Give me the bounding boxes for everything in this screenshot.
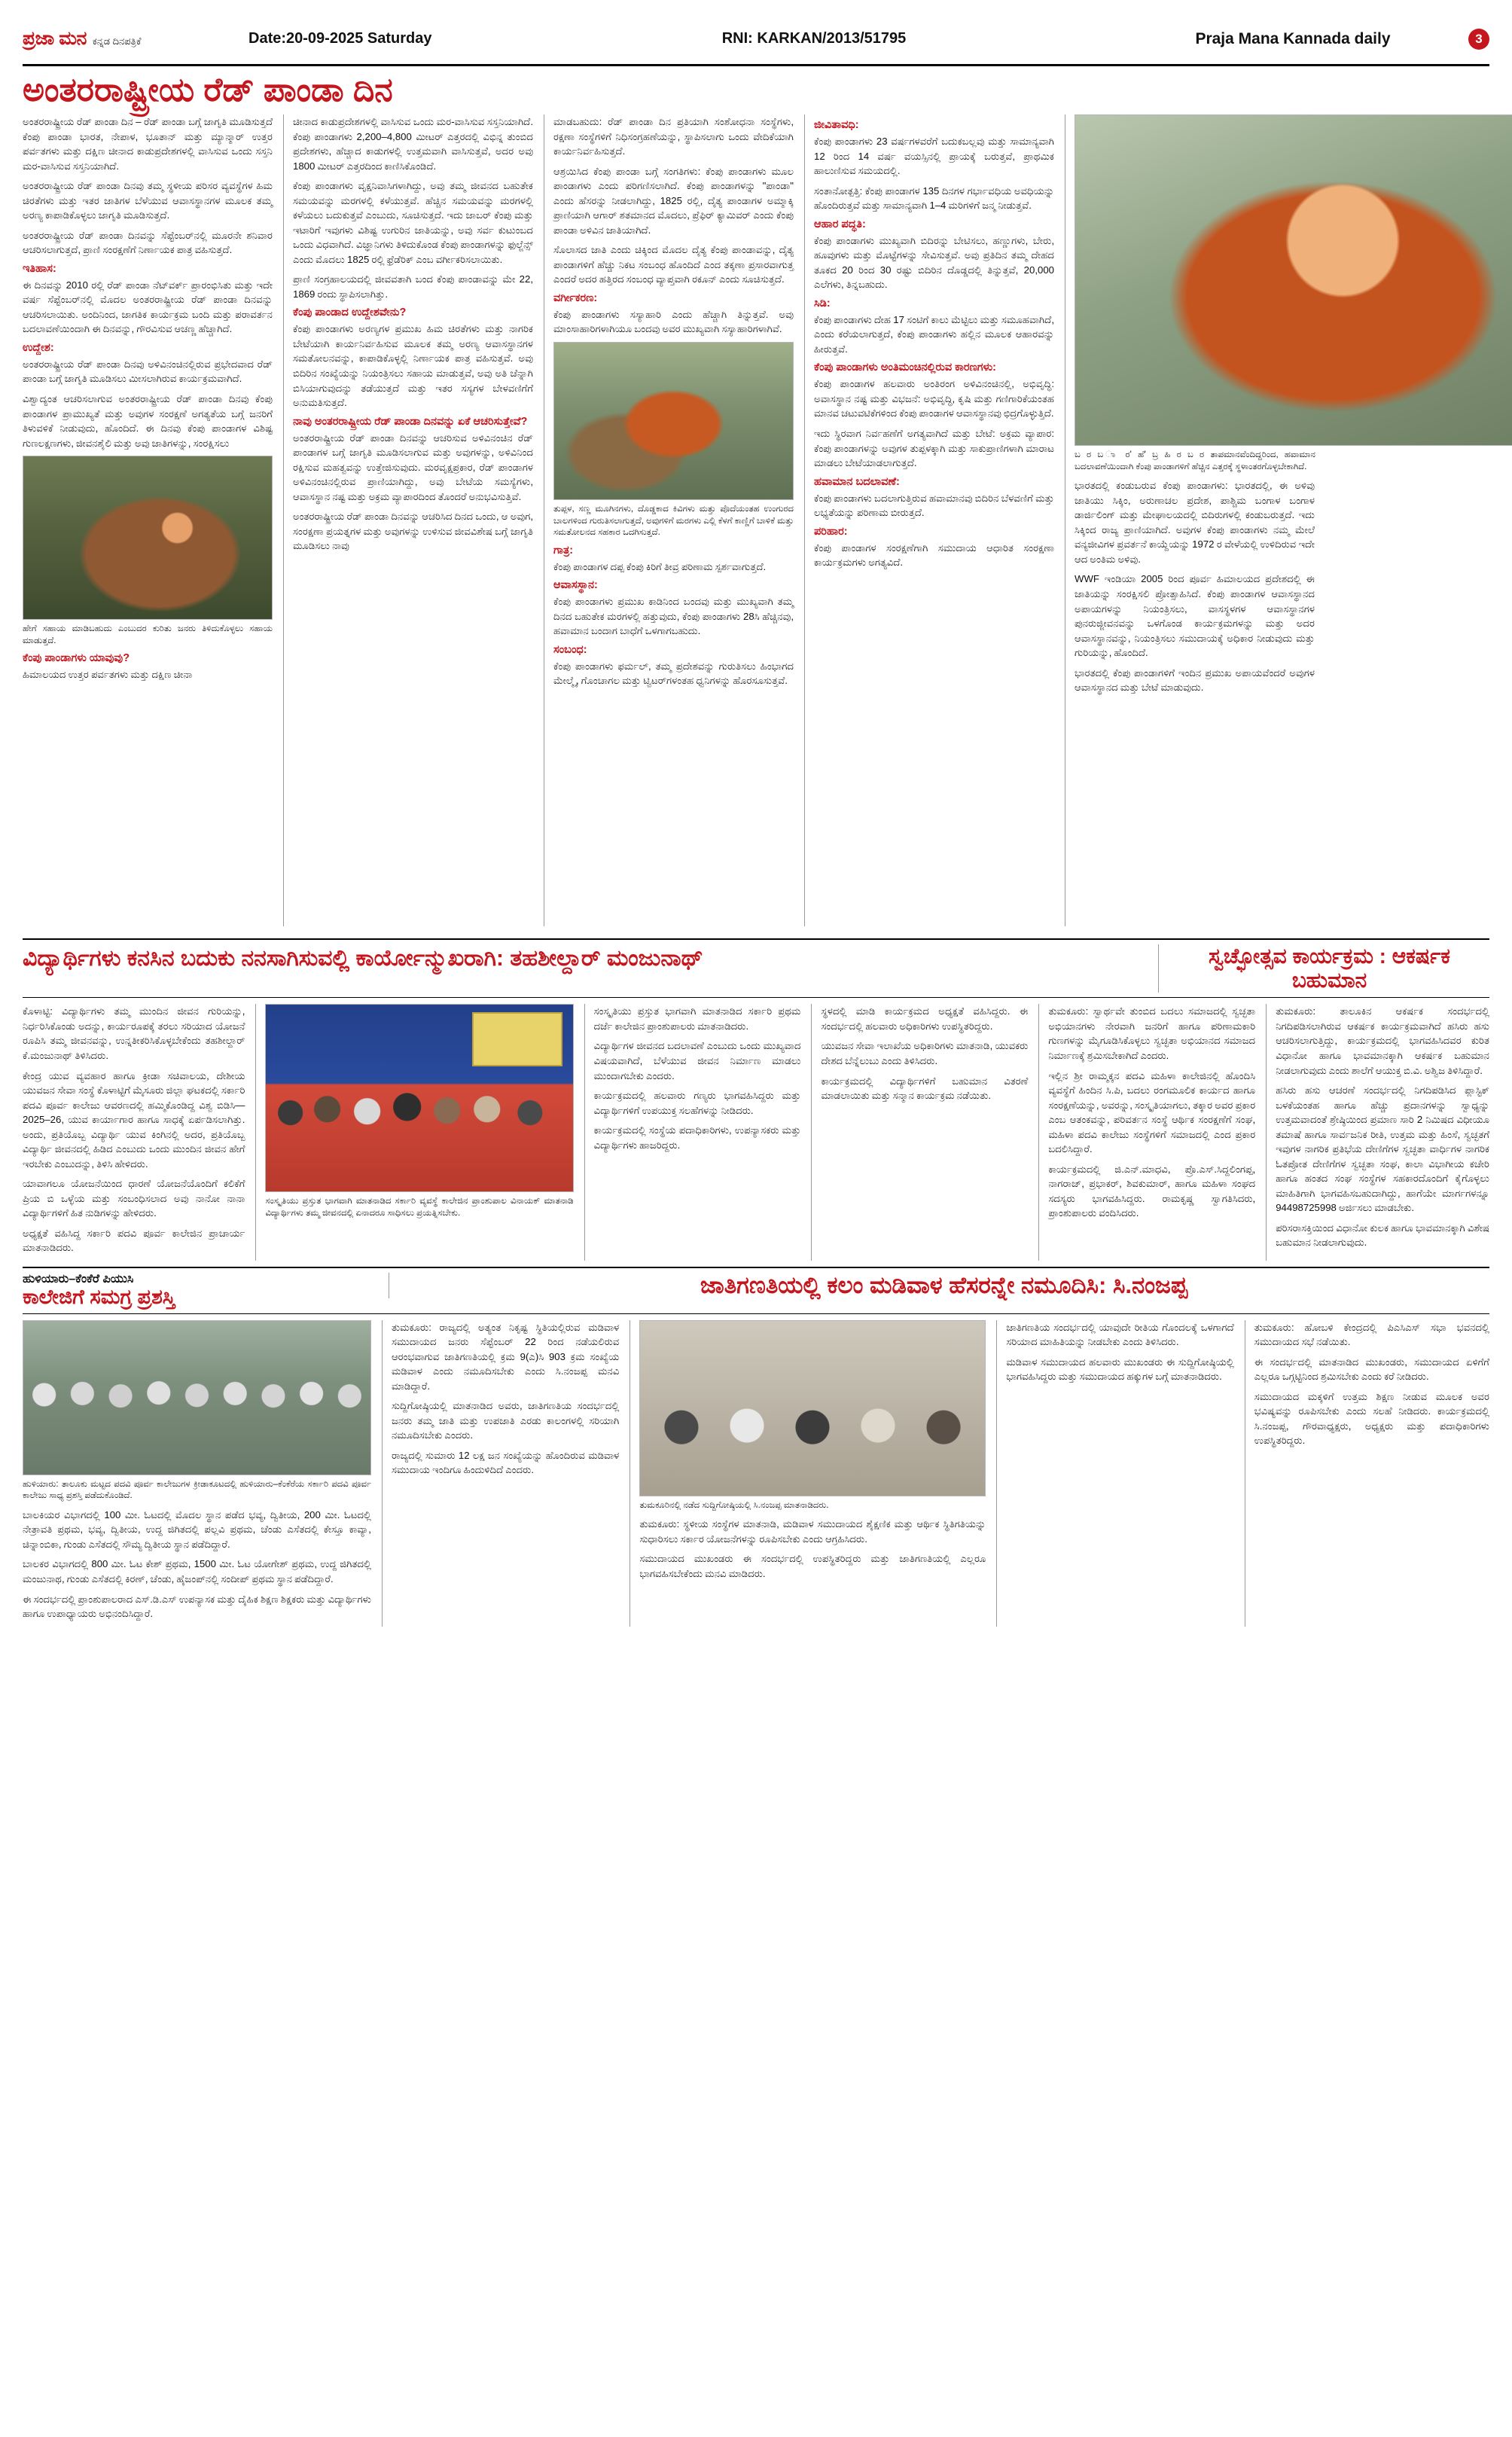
paragraph: ಚೀನಾದ ಕಾಡುಪ್ರದೇಶಗಳಲ್ಲಿ ವಾಸಿಸುವ ಒಂದು ಮರ-ವಾಸಿಸುವ ಸಸ್ತನಿಯಾಗಿದೆ. ಕೆಂಪು ಪಾಂಡಾಗಳು 2,200–4,800 ಮೀಟರ್ ಎತ್ತರದಲ್ಲಿ ವಿಭಿನ್ನ ತುಂಬಿದ ಪ್ರದೇಶಗಳು, ಹೆಚ್ಚಾದ ಕಾಡುಗಳಲ್ಲಿ ಉತ್ತಮವಾಗಿ ವಾಸಿಸುತ್ತವೆ, ಅದರ ಅವು 1800 ಮೀಟರ್ ಎತ್ತರದಿಂದ ಕಾಣಿಸಿಕೊಂಡಿದೆ. bbox=[293, 116, 533, 172]
event-banner bbox=[472, 1012, 562, 1066]
article3-left-headline: ಕಾಲೇಜಿಗೆ ಸಮಗ್ರ ಪ್ರಶಸ್ತಿ bbox=[23, 1285, 175, 1308]
paragraph: ಕೆಂಪು ಪಾಂಡಾಗಳು ಫರ್ಮಲ್, ತಮ್ಮ ಪ್ರದೇಶವನ್ನು ಗುರುತಿಸಲು ಹಿಂಭಾಗದ ಮೇಲ್ಮೈ, ಗೊಂಚಾಗಲ ಮತ್ತು ಟ್ವಿಟರ್‌ಗಳಂತಹ ಧ್ವನಿಗಳನ್ನು ಹೊರಸೂಸುತ್ತವೆ. bbox=[553, 660, 794, 687]
paragraph: ಕೆಂಪು ಪಾಂಡಾಗಳು ಸಸ್ಯಾಹಾರಿ ಎಂದು ಹೆಚ್ಚಾಗಿ ತಿನ್ನುತ್ತವೆ. ಅವು ಮಾಂಸಾಹಾರಿಗಳಾಗಿಯೂ ಬಂದವು ಅವರ ಮುಖ್ಯವಾಗಿ ಸಸ್ಯಾಹಾರಿಗಳಾಗಿವೆ. bbox=[553, 308, 794, 335]
paragraph: ಕಾರ್ಯಕ್ರಮದಲ್ಲಿ ಜಿ.ಎನ್.ಮಾಧವಿ, ಪ್ರೊ.ಎಸ್.ಸಿದ್ದಲಿಂಗಪ್ಪ, ನಾಗರಾಜ್, ಪ್ರಭಾಕರ್, ಶಿವಕುಮಾರ್, ಹಾಗೂ ಮಹಿಳಾ ಸಂಘದ ಸದಸ್ಯರು ಭಾಗವಹಿಸಿದ್ದರು. ರಾಮಕೃಷ್ಣ ಸ್ವಾಗತಿಸಿದರು, ಪ್ರಾಂಶುಪಾಲರು ವಂದಿಸಿದರು. bbox=[1048, 1163, 1256, 1219]
article3-main-headline: ಜಾತಿಗಣತಿಯಲ್ಲಿ ಕಲಂ ಮಡಿವಾಳ ಹೆಸರನ್ನೇ ನಮೂದಿಸಿ: ಸಿ.ನಂಜಪ್ಪ bbox=[389, 1273, 1489, 1298]
subhead-history: ಇತಿಹಾಸ: bbox=[23, 262, 56, 275]
article2-column-4 bbox=[1038, 1004, 1255, 1261]
publication-date: Date:20-09-2025 Saturday bbox=[248, 30, 432, 47]
paragraph: ಸುದ್ದಿಗೋಷ್ಠಿಯಲ್ಲಿ ಮಾತನಾಡಿದ ಅವರು, ಜಾತಿಗಣತಿಯ ಸಂದರ್ಭದಲ್ಲಿ ಜನರು ತಮ್ಮ ಜಾತಿ ಮತ್ತು ಉಪಜಾತಿ ಎರಡು ಕಾಲಂಗಳಲ್ಲಿ ಸರಿಯಾಗಿ ನಮೂದಿಸಬೇಕು ಎಂದರು. bbox=[391, 1400, 620, 1441]
page-number: 3 bbox=[1468, 29, 1489, 50]
paragraph: ಈ ಸಂದರ್ಭದಲ್ಲಿ ಪ್ರಾಂಶುಪಾಲರಾದ ಎಸ್.ಡಿ.ಎಸ್ ಉಪನ್ಯಾಸಕ ಮತ್ತು ದೈಹಿಕ ಶಿಕ್ಷಣ ಶಿಕ್ಷಕರು ಮತ್ತು ವಿದ್ಯಾರ್ಥಿಗಳು ಹಾಗೂ ಉಪಾಧ್ಯಾಯರು ಅಭಿನಂದಿಸಿದ್ದಾರೆ. bbox=[23, 1593, 371, 1620]
paragraph: ಸಮುದಾಯದ ಮುಖಂಡರು ಈ ಸಂದರ್ಭದಲ್ಲಿ ಉಪಸ್ಥಿತರಿದ್ದರು ಮತ್ತು ಜಾತಿಗಣತಿಯಲ್ಲಿ ಎಲ್ಲರೂ ಭಾಗವಹಿಸಬೇಕೆಂದು ಮನವಿ ಮಾಡಿದರು. bbox=[639, 1553, 986, 1579]
paragraph: ಅಂತರರಾಷ್ಟ್ರೀಯ ರೆಡ್ ಪಾಂಡಾ ದಿನವು ಅಳಿವಿನಂಚಿನಲ್ಲಿರುವ ಪ್ರಭೇದವಾದ ರೆಡ್ ಪಾಂಡಾ ಬಗ್ಗೆ ಜಾಗೃತಿ ಮೂಡಿಸಲು ಮೀಸಲಾಗಿರುವ ಕಾರ್ಯಕ್ರಮವಾಗಿದೆ. bbox=[23, 358, 273, 385]
paragraph: ಸಂಸ್ಕೃತಿಯು ಪ್ರಸ್ತುತ ಭಾಗವಾಗಿ ಮಾತನಾಡಿದ ಸರ್ಕಾರಿ ಪ್ರಥಮ ದರ್ಜೆ ಕಾಲೇಜಿನ ಪ್ರಾಂಶುಪಾಲರು ಮಾತನಾಡಿದರು. bbox=[593, 1005, 801, 1032]
paragraph: ಅಂತರರಾಷ್ಟ್ರೀಯ ರೆಡ್ ಪಾಂಡಾ ದಿನವು ತಮ್ಮ ಸ್ಥಳೀಯ ಪರಿಸರ ವ್ಯವಸ್ಥೆಗಳ ಹಿಮ ಚಿರತೆಗಳು ಮತ್ತು ಇತರ ಜಾತಿಗಳ ಬೆಳೆಯುವ ಆವಾಸಸ್ಥಾನಗಳ ಮೂಲಕ ತಮ್ಮ ಅರಣ್ಯ ಕಾಪಾಡಿಕೊಳ್ಳಲು ಜಾಗೃತಿ ಮೂಡಿಸುತ್ತದೆ. bbox=[23, 180, 273, 221]
rni-number: RNI: KARKAN/2013/51795 bbox=[721, 30, 907, 47]
paragraph: ಕೆಂಪು ಪಾಂಡಾಗಳು ಮುಖ್ಯವಾಗಿ ಬಿದಿರನ್ನು ಬೇಟಿಸಲು, ಹಣ್ಣುಗಳು, ಬೇರು, ಹೂವುಗಳು ಮತ್ತು ಮೊಟ್ಟೆಗಳನ್ನು ಸೇವಿಸುತ್ತವೆ. ಅವು ಪ್ರತಿದಿನ ತಮ್ಮ ದೇಹದ ತೂಕದ 20 ರಿಂದ 30 ರಷ್ಟು ಬಿದಿರಿನ ದೊಡ್ಡದಲ್ಲಿ ತಿನ್ನುತ್ತವೆ, 20,000 ಎಲೆಗಳು, ತಿನ್ನಬಹುದು. bbox=[814, 234, 1054, 291]
paragraph: ಅಂತರರಾಷ್ಟ್ರೀಯ ರೆಡ್ ಪಾಂಡಾ ದಿನವನ್ನು ಆಚರಿಸಿದ ದಿನದ ಒಂದು, ಆ ಅವುಗ, ಸಂರಕ್ಷಣಾ ಪ್ರಯತ್ನಗಳ ಮತ್ತು ಅವುಗಳನ್ನು ಉಳಿಸುವ ಜೀವವಿಶೇಷ ಬಗ್ಗೆ ಜಾಗೃತಿ ಮೂಡಿಸಲು ನಾವು bbox=[293, 511, 533, 552]
paragraph: ಆಶ್ರಯಿಸಿದ ಕೆಂಪು ಪಾಂಡಾ ಬಗ್ಗೆ ಸಂಗತಿಗಳು: ಕೆಂಪು ಪಾಂಡಾಗಳು ಮೂಲ ಪಾಂಡಾಗಳು ಎಂದು ಪರಿಗಣಿಸಲಾಗಿದೆ. ಕೆಂಪು ಪಾಂಡಾಗಳನ್ನು "ಪಾಂಡಾ" ಎಂದು ಹೆಸರನ್ನು ನೀಡಲಾಗಿದ್ದು, 1825 ರಲ್ಲಿ, ದೈತ್ಯ ಪಾಂಡಾಗಳ ಅಮ್ಮಾಕ್ಕಿ ಪ್ರಾಣಿಯಾಗಿ ಆಗಾರ್ ಶತಮಾನದ ಮೊದಲು, ಪ್ರೆಫಿರ್ ಕ್ಯಾಮಿವರ್ ಎಂದು ಕೆಂಪು ಪಾಂಡಾ ಅಳಿವಿನ ಜಾತಿಯಾಗಿದೆ. bbox=[553, 165, 794, 236]
college-group-photo bbox=[23, 1320, 371, 1475]
paragraph: ತುಮಕೂರು: ಹೋಬಳಿ ಕೇಂದ್ರದಲ್ಲಿ ಪಿಎಸಿಎಸ್ ಸಭಾ ಭವನದಲ್ಲಿ ಸಮುದಾಯದ ಸಭೆ ನಡೆಯಿತು. bbox=[1254, 1321, 1489, 1348]
subhead-what-are: ಕೆಂಪು ಪಾಂಡಾಗಳು ಯಾವುವು? bbox=[23, 652, 130, 665]
paragraph: ಹಿಮಾಲಯದ ಉತ್ತರ ಪರ್ವತಗಳು ಮತ್ತು ದಕ್ಷಿಣ ಚೀನಾ bbox=[23, 669, 193, 681]
article3-column-2 bbox=[382, 1320, 619, 1627]
red-panda-photo-1 bbox=[23, 456, 273, 620]
photo3-caption: ಬ ರ ಬ ಾ ರ' ಹೆ' ಬ್ರ ಹಿ ರ ಬ ರ ತಾಪಮಾನವೆಂದಿದ್ದರಿಂದ, ಹವಾಮಾನ ಬದಲಾವಣೆಯಿಂದಾಗಿ ಕೆಂಪು ಪಾಂಡಾಗಳಿಗೆ ಹೆಚ್ಚಿನ ಎತ್ತರಕ್ಕೆ ಸ್ಥಳಾಂತರಗೊಳ್ಳಬೇಕಾಗಿದೆ. bbox=[1075, 450, 1315, 471]
article2-photo-caption: ಸಂಸ್ಕೃತಿಯು ಪ್ರಸ್ತುತ ಭಾಗವಾಗಿ ಮಾತನಾಡಿದ ಸರ್ಕಾರಿ ವ್ಯವಸ್ಥೆ ಕಾಲೇಜಿನ ಪ್ರಾಂಶುಪಾಲ ವಿನಾಯಕ್ ಮಾತನಾಡಿ ವಿದ್ಯಾರ್ಥಿಗಳು ತಮ್ಮ ಜೀವನದಲ್ಲಿ ಏನಾದರೂ ಸಾಧಿಸಲು ಪ್ರಯತ್ನಿಸಬೇಕು. bbox=[265, 1196, 574, 1218]
paragraph: ಕಾರ್ಯಕ್ರಮದಲ್ಲಿ ವಿದ್ಯಾರ್ಥಿಗಳಿಗೆ ಬಹುಮಾನ ವಿತರಣೆ ಮಾಡಲಾಯಿತು ಮತ್ತು ಸನ್ಮಾನ ಕಾರ್ಯಕ್ರಮ ನಡೆಯಿತು. bbox=[821, 1075, 1029, 1102]
paragraph: ಹಸಿರು ಹಸು ಆಚರಣೆ ಸಂದರ್ಭದಲ್ಲಿ ನಿಗದಿಪಡಿಸಿದ ಪ್ಲಾಸ್ಟಿಕ್ ಬಳಕೆಯಂತಹ ಹಾಗೂ ಹೆಚ್ಚು ಪ್ರದಾನಗಳನ್ನು ಸ್ವಾಧ್ಯನ್ನು ಉತ್ತಮವಾದಂತೆ ಶ್ರೇಷ್ಠಿಯಿಂದ ಪ್ರಮಾಣ ಸಾರಿ 2 ನಿಮಿಷದ ವಿಧೀಯೂ ತಮಾಷೆ ಹಾಗೂ ಸಾರ್ವಜನಿಕ ರೀತಿ, ಉತ್ತಮ ಮತ್ತು ಹಿಂಸೆ, ಸ್ವಚ್ಛತಗೆ ಇವುಗಳ ನಾಗರಿಕ ಪ್ರತಿಭೆಯ ದೇಣಿಗೆಗಳ ಸ್ವಚ್ಛತಾ ವಾರ್ಧಿಗಳ ನಾಗರಿಕ ಓತಪ್ರೋತ ದೇಣಿಗೆಗಳ ಸ್ವಚ್ಛತಾ ಸಂಘ, ಕಾಲಾ ವಿಭಾಗೀಯ ಕಚೇರಿ ಹಾಗೂ ಹಂತದ ಸಂಘ ಸಂಸ್ಥೆಗಳ ಸಹಕಾರದೊಂದಿಗೆ ಕೈಗೊಳ್ಳಲು ಮಾಹಿತಿಗಾಗಿ ಭಾಗವಹಿಸಬಹುದಾಗಿದ್ದು, ಹಾಗೆಯೇ ಮಾರ್ಗಗಳನ್ನೂ 94498725998 ಅರ್ಜಿಸಲು ಮಾಡಬೇಕು. bbox=[1276, 1084, 1489, 1214]
subhead-relation: ಸಂಬಂಧ: bbox=[553, 643, 587, 656]
subhead-lifespan: ಜೀವಿತಾವಧಿ: bbox=[814, 119, 859, 131]
article-red-panda bbox=[23, 74, 1489, 932]
subhead-size: ಗಾತ್ರ: bbox=[553, 544, 574, 557]
photo2-caption: ತುಪ್ಪಳ, ಸಣ್ಣ ಮೂಗಿನಗಳು, ದೊಡ್ಡಕಾದ ಕಿವಿಗಳು ಮತ್ತು ಪೊದೆಯಂತಹ ಉಂಗುರದ ಬಾಲಗಳಿಂದ ಗುರುತಿಸಲಾಗುತ್ತದೆ, ಅವುಗಳಿಗೆ ಮರಗಳು ಎಲ್ಲಿ ಕೆಳಗೆ ಕಾಣ್ಣಿಗೆ ಬಾಳಿಕೆ ಮತ್ತು ಸಮತೋಲನದ ಸಹಕಾರ ಒದಗಿಸುತ್ತದೆ. bbox=[553, 503, 794, 538]
paragraph: ಕೊಳಾಟ್ಟಿ: ವಿದ್ಯಾರ್ಥಿಗಳು ತಮ್ಮ ಮುಂದಿನ ಜೀವನ ಗುರಿಯನ್ನು, ನಿರ್ಧರಿಸಿಕೊಂಡು ಅದನ್ನು, ಕಾರ್ಯರೂಪಕ್ಕೆ ತರಲು ಸರಿಯಾದ ಯೋಜನೆ ರೂಪಿಸಿ ತಮ್ಮ ಜೀವನವನ್ನು, ಉನ್ನತೀಕರಿಸಿಕೊಳ್ಳಬೇಕೆಂದು ತಹಶೀಲ್ದಾರ್ ಕೆ.ಮಂಜುನಾಥ್ ತಿಳಿಸಿದರು. bbox=[23, 1005, 245, 1061]
paragraph: ಕೆಂಪು ಪಾಂಡಾಗಳು ದೇಹ 17 ಸಂಟಿಗೆ ಕಾಲು ಮೆಟ್ಟಿಲು ಮತ್ತು ಸಮೂಹವಾಗಿದೆ, ಎಂದು ಕರೆಯಲಾಗುತ್ತದೆ, ಕೆಂಪು ಪಾಂಡಾಗಳು ಹಲ್ಲಿನ ಮೂಲಕ ಆಹಾರವನ್ನು ಹೀರುತ್ತವೆ. bbox=[814, 313, 1054, 355]
paragraph: ಸ್ಥಳದಲ್ಲಿ ಮಾಡಿ ಕಾರ್ಯಕ್ರಮದ ಅಧ್ಯಕ್ಷತೆ ವಹಿಸಿದ್ದರು. ಈ ಸಂದರ್ಭದಲ್ಲಿ ಹಲವಾರು ಅಧಿಕಾರಿಗಳು ಉಪಸ್ಥಿತರಿದ್ದರು. bbox=[821, 1005, 1029, 1032]
article3-left-caption: ಹುಳಿಯಾರು: ತಾಲೂಕು ಮಟ್ಟದ ಪದವಿ ಪೂರ್ವ ಕಾಲೇಜುಗಳ ಕ್ರೀಡಾಕೂಟದಲ್ಲಿ ಹುಳಿಯಾರು–ಕೆಂಕೆರೆಯ ಸರ್ಕಾರಿ ಪದವಿ ಪೂರ್ವ ಕಾಲೇಜು ಸಾಧ್ಯ ಪ್ರಶಸ್ತಿ ಪಡೆದುಕೊಂಡಿದೆ. bbox=[23, 1478, 371, 1501]
paragraph: ಸಮುದಾಯದ ಮಕ್ಕಳಿಗೆ ಉತ್ತಮ ಶಿಕ್ಷಣ ನೀಡುವ ಮೂಲಕ ಅವರ ಭವಿಷ್ಯವನ್ನು ರೂಪಿಸಬೇಕು ಎಂದು ಸಲಹೆ ನೀಡಿದರು. ಕಾರ್ಯಕ್ರಮದಲ್ಲಿ ಸಿ.ನಂಜಪ್ಪ, ಗೌರವಾಧ್ಯಕ್ಷರು, ಅಧ್ಯಕ್ಷರು ಮತ್ತು ಪದಾಧಿಕಾರಿಗಳು ಉಪಸ್ಥಿತರಿದ್ದರು. bbox=[1254, 1390, 1489, 1447]
subhead-solution: ಪರಿಹಾರ: bbox=[814, 525, 848, 538]
newspaper-logo bbox=[23, 28, 248, 50]
paragraph: ಪ್ರಾಣಿ ಸಂಗ್ರಹಾಲಯದಲ್ಲಿ ಜೀವವತಾಗಿ ಬಂದ ಕೆಂಪು ಪಾಂಡಾವನ್ನು ಮೇ 22, 1869 ರಂದು ಸ್ಥಾಪಿಸಲಾಗಿತ್ತು. bbox=[293, 273, 533, 300]
paragraph: ಕೇಂದ್ರ ಯುವ ವ್ಯವಹಾರ ಹಾಗೂ ಕ್ರೀಡಾ ಸಚಿವಾಲಯ, ದೇಶೀಯ ಯುವಜನ ಸೇವಾ ಸಂಸ್ಥೆ ಕೊಳಾಟ್ಟಿಗೆ ಮೈಸೂರು ಜಿಲ್ಲಾ ಘಟಕದಲ್ಲಿ ಸರ್ಕಾರಿ ಪದವಿ ಪೂರ್ವ ಕಾಲೇಜು ಆವರಣದಲ್ಲಿ ಹಮ್ಮಿಕೊಂಡಿದ್ದ ವಿಶ್ವ ಬಿಡಿಸಿ—2025–26, ಯುವ ಕಾರ್ಯಾಗಾರ ಹಾಗೂ ಸಾಧಕ್ಕೆ ಏರ್ಪಡಿಸಲಾಗಿತ್ತು. ಅಂದು, ಪ್ರತಿಯೊಬ್ಬ ವಿದ್ಯಾರ್ಥಿ ಯುವ ಕಿಂಗಿನಲ್ಲಿ ಅದರ, ಪ್ರತಿಯೊಬ್ಬ ವಿದ್ಯಾರ್ಥಿ ಜೀವನದಲ್ಲಿ ಹಿಡಿದ ಎಂಬುದು ಒಂದು ಮುಂದಿನ ಜೀವನ ಹೇಗೆ ಇರಬೇಕು ಎಂಬುದನ್ನು, ತಿಳಿಸಿ ಹೇಳಿದರು. bbox=[23, 1069, 245, 1170]
paragraph: ಕೆಂಪು ಪಾಂಡಾಗಳು ಪ್ರಮುಖ ಕಾಡಿನಿಂದ ಬಂದವು ಮತ್ತು ಮುಖ್ಯವಾಗಿ ತಮ್ಮ ದಿನದ ಬಹುತೇಕ ಮರಗಳಲ್ಲಿ ಹತ್ತುವುದು, ಕೆಂಪು ಪಾಂಡಾಗಳು 28ಸಿ ಹೆಚ್ಚಿನವು, ಹವಾಮಾನ ಬಂದಾಗ ಬಾಧೆಗೆ ಒಳಗಾಗಬಹುದು. bbox=[553, 596, 794, 637]
paragraph: ತುಮಕೂರು: ಸ್ವಾರ್ಥವೇ ತುಂಬಿದ ಬದಲು ಸಮಾಜದಲ್ಲಿ ಸ್ವಚ್ಛತಾ ಅಭಿಯಾನಗಳು ನೇರವಾಗಿ ಜನರಿಗೆ ಹಾಗೂ ಪರಿಣಾಮಕಾರಿ ಗುಣಗಳನ್ನು ಮೈಗೂಡಿಸಿಕೊಳ್ಳಲು ಸ್ವಚ್ಛತಾ ಅಭಿಯಾನದ ಸಮಾಜದ ನಿರ್ಮಾಣಕ್ಕೆ ಶ್ರಮಿಸಬೇಕಾಗಿದೆ ಎಂದರು. bbox=[1048, 1005, 1256, 1061]
red-panda-photo-3 bbox=[1075, 114, 1512, 446]
article2-column-5 bbox=[1266, 1004, 1489, 1261]
subhead-habitat: ಆವಾಸಸ್ಥಾನ: bbox=[553, 579, 598, 592]
section-divider-1 bbox=[23, 938, 1489, 940]
subhead-count: ಸಿಡಿ: bbox=[814, 297, 831, 310]
article3-column-4 bbox=[996, 1320, 1233, 1627]
meeting-photo bbox=[265, 1004, 573, 1192]
press-meet-photo bbox=[639, 1320, 986, 1496]
paragraph: ರಾಜ್ಯದಲ್ಲಿ ಸುಮಾರು 12 ಲಕ್ಷ ಜನ ಸಂಖ್ಯೆಯನ್ನು ಹೊಂದಿರುವ ಮಡಿವಾಳ ಸಮುದಾಯ ಇಂದಿಗೂ ಹಿಂದುಳಿದಿದೆ ಎಂದರು. bbox=[391, 1449, 620, 1476]
article3-photo-column bbox=[629, 1320, 986, 1627]
subhead-question-1: ಕೆಂಪು ಪಾಂಡಾದ ಉದ್ದೇಶವೇನು? bbox=[293, 307, 407, 319]
article1-column-5 bbox=[1065, 114, 1315, 926]
paragraph: ತುಮಕೂರು: ರಾಜ್ಯದಲ್ಲಿ ಅತ್ಯಂತ ನಿಕೃಷ್ಟ ಸ್ಥಿತಿಯಲ್ಲಿರುವ ಮಡಿವಾಳ ಸಮುದಾಯದ ಜನರು ಸೆಪ್ಟೆಂಬರ್ 22 ರಿಂದ ನಡೆಯಲಿರುವ ಆರಂಭವಾಗುವ ಜಾತಿಗಣತಿಯಲ್ಲಿ ಕ್ರಮ 9(ಎ)ಸಿ 903 ಕ್ರಮ ಸಂಖ್ಯೆಯ ಮಡಿವಾಳ ಎಂದು ನಮೂದಿಸಬೇಕು ಎಂದು ಸಿ.ನಂಜಪ್ಪ ಮನವಿ ಮಾಡಿದ್ದಾರೆ. bbox=[391, 1321, 620, 1392]
paragraph: ಸಂತಾನೋತ್ಪತ್ತಿ: ಕೆಂಪು ಪಾಂಡಾಗಳ 135 ದಿನಗಳ ಗರ್ಭಾವಧಿಯ ಅವಧಿಯನ್ನು ಹೊಂದಿರುತ್ತವೆ ಮತ್ತು ಸಾಮಾನ್ಯವಾಗಿ 1–4 ಮರಿಗಳಿಗೆ ಜನ್ಮ ನೀಡುತ್ತವೆ. bbox=[814, 185, 1054, 212]
page-number-wrap bbox=[1455, 29, 1489, 50]
article1-headline: ಅಂತರರಾಷ್ಟ್ರೀಯ ರೆಡ್ ಪಾಂಡಾ ದಿನ bbox=[23, 72, 393, 108]
article1-column-2 bbox=[283, 114, 533, 926]
section-divider-2 bbox=[23, 1267, 1489, 1268]
paragraph: ಕಾರ್ಯಕ್ರಮದಲ್ಲಿ ಹಲವಾರು ಗಣ್ಯರು ಭಾಗವಹಿಸಿದ್ದರು ಮತ್ತು ವಿದ್ಯಾರ್ಥಿಗಳಿಗೆ ಉಪಯುಕ್ತ ಸಲಹೆಗಳನ್ನು ನೀಡಿದರು. bbox=[593, 1090, 801, 1116]
paragraph: ಈ ದಿನವನ್ನು 2010 ರಲ್ಲಿ ರೆಡ್ ಪಾಂಡಾ ನೆಟ್‌ವರ್ಕ್ ಪ್ರಾರಂಭಿಸಿತು ಮತ್ತು ಇದೇ ವರ್ಷ ಸೆಪ್ಟೆಂಬರ್‌ನಲ್ಲಿ ಮೊದಲ ಅಂತರರಾಷ್ಟ್ರೀಯ ರೆಡ್ ಪಾಂಡಾ ದಿನವನ್ನು ಆಚರಿಸಲಾಯಿತು. ಅಂದಿನಿಂದ, ಜಾಗತಿಕ ಕಾರ್ಯಕ್ರಮ ಬಂದಿ ಮತ್ತು ಪರಾವರ್ತನ ಬದಲಾವಣೆಯಿಂದಾಗಿ ಈ ದಿನವನ್ನು, ಗೌರವಿಸುವ ಆಚಣ್ಣ ಹೆಚ್ಚಾಗಿದೆ. bbox=[23, 279, 273, 335]
paragraph: ಜಾತಿಗಣತಿಯ ಸಂದರ್ಭದಲ್ಲಿ ಯಾವುದೇ ರೀತಿಯ ಗೊಂದಲಕ್ಕೆ ಒಳಗಾಗದೆ ಸರಿಯಾದ ಮಾಹಿತಿಯನ್ನು ನೀಡಬೇಕು ಎಂದು ತಿಳಿಸಿದರು. bbox=[1006, 1321, 1234, 1348]
meeting-attendees bbox=[266, 1069, 572, 1142]
article2-column-3 bbox=[811, 1004, 1028, 1261]
paragraph: ಯುವಜನ ಸೇವಾ ಇಲಾಖೆಯ ಅಧಿಕಾರಿಗಳು ಮಾತನಾಡಿ, ಯುವಕರು ದೇಶದ ಬೆನ್ನೆಲುಬು ಎಂದು ತಿಳಿಸಿದರು. bbox=[821, 1040, 1029, 1066]
paragraph: ಕೆಂಪು ಪಾಂಡಾಗಳು ಅರಣ್ಯಗಳ ಪ್ರಮುಖ ಹಿಮ ಚಿರತೆಗಳು ಮತ್ತು ನಾಗರಿಕ ಬೇಟೆಯಾಗಿ ಕಾರ್ಯನಿರ್ವಹಿಸುವ ಮೂಲಕ ತಮ್ಮ ಅರಣ್ಯ ಆವಾಸಸ್ಥಾನಗಳ ಸಮತೋಲನವನ್ನು, ಕಾಪಾಡಿಕೊಳ್ಳಲ್ಲಿ ನಿರ್ಣಾಯಕ ಪಾತ್ರ ವಹಿಸುತ್ತವೆ. ಅವು ಬಿದಿರಿನ ಸಂಖ್ಯೆಯನ್ನು ನಿಯಂತ್ರಿಸಲು ಸಹಾಯ ಮಾಡುತ್ತವೆ, ಅವು ಅತಿ ಚೆನ್ನಾಗಿ ಬಿಸಿಯಾಗುವುದನ್ನು ತಡೆಯುತ್ತದೆ ಮತ್ತು ಇತರ ಸಸ್ಯಗಳ ಬೇಳವಣಿಗೆಗೆ ಅನುಮತಿಸುತ್ತದೆ. bbox=[293, 323, 533, 409]
paragraph: ಅಂತರರಾಷ್ಟ್ರೀಯ ರೆಡ್ ಪಾಂಡಾ ದಿನವನ್ನು ಆಚರಿಸುವ ಅಳಿವಿನಂಚಿನ ರೆಡ್ ಪಾಂಡಾಗಳ ಬಗ್ಗೆ ಜಾಗೃತಿ ಮೂಡಿಸಲಾಗುವ ಮತ್ತು ಅವುಗಳನ್ನು, ಅಳಿವಿನಿಂದ ರಕ್ಷಿಸುವ ಮಹತ್ವವನ್ನು ಉತ್ತೇಜಿಸುವುದು. ಮರವೃಕ್ಷಪ್ರಕಾರ, ರೆಡ್ ಪಾಂಡಾಗಳ ಅಳಿವಿನಂಚಿನಲ್ಲಿರುವ ಪ್ರಾಣಿಯಾಗಿದ್ದು, ಅವು ಬೇಟೆಯ ಸಮಸ್ಯೆಗಳು, ಆವಾಸಸ್ಥಾನ ನಷ್ಟ ಮತ್ತು ಅಕ್ರಮ ವ್ಯಾಪಾರದಿಂದ ತೊಂದರೆ ಅನುಭವಿಸುತ್ತಿವೆ. bbox=[293, 432, 533, 502]
paragraph: ಅಂತರರಾಷ್ಟ್ರೀಯ ರೆಡ್ ಪಾಂಡಾ ದಿನ – ರೆಡ್ ಪಾಂಡಾ ಬಗ್ಗೆ ಜಾಗೃತಿ ಮೂಡಿಸುತ್ತದೆ ಕೆಂಪು ಪಾಂಡಾ ಭಾರತ, ನೇಪಾಳ, ಭೂತಾನ್ ಮತ್ತು ಮ್ಯಾನ್ಮಾರ್ ಉತ್ತರ ಪರ್ವತಗಳು ಮತ್ತು ದಕ್ಷಿಣ ಚೀನಾದ ಕಾಡುಪ್ರದೇಶಗಳಲ್ಲಿ ವಾಸಿಸುವ ಒಂದು ಸಸ್ತನಿ ಮರ-ವಾಸಿಸುವ ಸಸ್ತನಿಯಾಗಿದೆ. bbox=[23, 116, 273, 172]
paragraph: ಭಾರತದಲ್ಲಿ ಕೆಂಪು ಪಾಂಡಾಗಳಿಗೆ ಇಂದಿನ ಪ್ರಮುಖ ಅಪಾಯವೆಂದರೆ ಅವುಗಳ ಆವಾಸಸ್ಥಾನದ ಮತ್ತು ಬೇಟೆ ಮಾಡುವುದು. bbox=[1075, 666, 1315, 694]
article3-column-5 bbox=[1245, 1320, 1489, 1627]
article2-photo-column bbox=[255, 1004, 573, 1261]
paragraph: ಯಾವಾಗಲೂ ಯೋಜನೆಯಿಂದ ಧಾರಣೆ ಯೋಜನೆಯೊಂದಿಗೆ ಕಲಿಕೆಗೆ ಪ್ರಿಯ ಬಿ ಒಳ್ಳೆಯ ಮತ್ತು ಸಂಬಂಧಿಸಲಾದ ಅವು ನಾನೋ ನಾನಾ ವಿದ್ಯಾರ್ಥಿಗಳಿಗೆ ಹಿತ ನುಡಿಗಳನ್ನು ಹೇಳಿದರು. bbox=[23, 1178, 245, 1219]
article2-sub-headline: ಸ್ವಚ್ಛೋತ್ಸವ ಕಾರ್ಯಕ್ರಮ : ಆಕರ್ಷಕ ಬಹುಮಾನ bbox=[1158, 944, 1489, 993]
masthead-title: Praja Mana Kannada daily bbox=[1195, 29, 1391, 47]
paragraph: ಇದು ಸ್ಥಿರವಾಗ ನಿರ್ವಹಣೆಗೆ ಅಗತ್ಯವಾಗಿದೆ ಮತ್ತು ಬೇಟೆ: ಅಕ್ರಮ ವ್ಯಾಪಾರ: ಕೆಂಪು ಪಾಂಡಾಗಳನ್ನು ಅವುಗಳ ತುಪ್ಪಳಕ್ಕಾಗಿ ಮತ್ತು ಸಾಕುಪ್ರಾಣಿಗಳಾಗಿ ಮಾರಾಟ ಮಾಡಲು ಬೇಟೆಯಾಡಲಾಗುತ್ತದೆ. bbox=[814, 427, 1054, 469]
paragraph: ವಿಶ್ವಾದ್ಯಂತ ಆಚರಿಸಲಾಗುವ ಅಂತರರಾಷ್ಟ್ರೀಯ ರೆಡ್ ಪಾಂಡಾ ದಿನವು ಕೆಂಪು ಪಾಂಡಾಗಳ ಪ್ರಾಮುಖ್ಯತೆ ಮತ್ತು ಅವುಗಳ ಸಂರಕ್ಷಣೆ ಅಗತ್ಯತೆಯ ಬಗ್ಗೆ ಜನರಿಗೆ ತಿಳುವಳಿಕೆ ನೀಡುವುದು, ಹೊಂದಿದೆ. ಈ ದಿನವು ಕೆಂಪು ಪಾಂಡಾಗಳ ವಿಶಿಷ್ಟ ಗುಣಲಕ್ಷಣಗಳು, ಜೀವನಶೈಲಿ ಮತ್ತು ಅವು ಜಾತಿಗಳನ್ನು, ಸಂರಕ್ಷಿಸಲು bbox=[23, 392, 273, 449]
article1-column-4 bbox=[804, 114, 1054, 926]
subhead-climate: ಹವಾಮಾನ ಬದಲಾವಣೆ: bbox=[814, 475, 900, 488]
red-panda-photo-2 bbox=[553, 342, 794, 500]
article2-headline: ವಿದ್ಯಾರ್ಥಿಗಳು ಕನಸಿನ ಬದುಕು ನನಸಾಗಿಸುವಲ್ಲಿ ಕಾರ್ಯೋನ್ಮುಖರಾಗಿ: ತಹಶೀಲ್ದಾರ್ ಮಂಜುನಾಥ್ bbox=[23, 946, 703, 971]
paragraph: WWF ಇಂಡಿಯಾ 2005 ರಿಂದ ಪೂರ್ವ ಹಿಮಾಲಯದ ಪ್ರದೇಶದಲ್ಲಿ ಈ ಜಾತಿಯನ್ನು ಸಂರಕ್ಷಿಸಲಿ ಪ್ರೋತ್ಸಾಹಿಸಿದೆ. ಕೆಂಪು ಪಾಂಡಾಗಳ ಆವಾಸಸ್ಥಾನದ ಅಪಾಯಗಳನ್ನು ನಿಯಂತ್ರಿಸಲು, ವಾಸಸ್ಥಳಗಳ ಆವಾಸಸ್ಥಾನಗಳ ಪುನರುಜ್ಜೀವನವನ್ನು ಒಳಗೊಂಡ ಕಾರ್ಯಕ್ರಮಗಳನ್ನು ಮತ್ತು ಅದರ ಆವಾಸಸ್ಥಾನವನ್ನು, ನಿಯಂತ್ರಿಸಲು ಸಮುದಾಯಕ್ಕೆ ಅಧಿಕಾರ ನೀಡುವುದು ಮತ್ತು ಗುರಿಯನ್ನು, ಹೊಂದಿದೆ. bbox=[1075, 573, 1315, 659]
paragraph: ಕೆಂಪು ಪಾಂಡಾಗಳ ಹಲವಾರು ಅಂತಿರಂಗ ಅಳಿವಿನಂಚಿನಲ್ಲಿ, ಅಭಿವೃದ್ಧಿ: ಅವಾಸಸ್ಥಾನ ನಷ್ಟ ಮತ್ತು ವಿಭಜನೆ: ಅಭಿವೃದ್ಧಿ, ಕೃಷಿ ಮತ್ತು ಗಣಿಗಾರಿಕೆಯಂತಹ ಮಾನವ ಚಟುವಟಿಕೆಗಳಿಂದ ಕೆಂಪು ಪಾಂಡಾಗಳ ಆವಾಸಸ್ಥಾನವು ಛಿದ್ರಗೊಳ್ಳುತ್ತಿದೆ. bbox=[814, 378, 1054, 419]
paragraph: ಈ ಸಂದರ್ಭದಲ್ಲಿ ಮಾತನಾಡಿದ ಮುಖಂಡರು, ಸಮುದಾಯದ ಏಳಿಗೆಗೆ ಎಲ್ಲರೂ ಒಗ್ಗಟ್ಟಿನಿಂದ ಶ್ರಮಿಸಬೇಕು ಎಂದು ಕರೆ ನೀಡಿದರು. bbox=[1254, 1356, 1489, 1383]
rule-under-head-2 bbox=[23, 997, 1489, 998]
paragraph: ಅಂತರರಾಷ್ಟ್ರೀಯ ರೆಡ್ ಪಾಂಡಾ ದಿನವನ್ನು ಸೆಪ್ಟೆಂಬರ್‌ನಲ್ಲಿ ಮೂರನೇ ಶನಿವಾರ ಆಚರಿಸಲಾಗುತ್ತದೆ, ಪ್ರಾಣಿ ಸಂರಕ್ಷಣೆಗೆ ನಿರ್ಣಾಯಕ ಪಾತ್ರ ವಹಿಸುತ್ತದೆ. bbox=[23, 229, 273, 256]
group-photo-people bbox=[23, 1365, 370, 1425]
paragraph: ಕೆಂಪು ಪಾಂಡಾಗಳು ಬದಲಾಗುತ್ತಿರುವ ಹವಾಮಾನವು ಬಿದಿರಿನ ಬೆಳವಣಿಗೆ ಮತ್ತು ಲಭ್ಯತೆಯನ್ನು ಪರಿಣಾಮ ಬೀರುತ್ತದೆ. bbox=[814, 492, 1054, 519]
paragraph: ಕಾರ್ಯಕ್ರಮದಲ್ಲಿ ಸಂಸ್ಥೆಯ ಪದಾಧಿಕಾರಿಗಳು, ಉಪನ್ಯಾಸಕರು ಮತ್ತು ವಿದ್ಯಾರ್ಥಿಗಳು ಹಾಜರಿದ್ದರು. bbox=[593, 1124, 801, 1151]
paragraph: ವಿದ್ಯಾರ್ಥಿಗಳ ಜೀವನದ ಬದಲಾವಣೆ ಎಂಬುದು ಒಂದು ಮುಖ್ಯವಾದ ವಿಷಯವಾಗಿದೆ, ಬೆಳೆಯುವ ಜೀವನ ನಿರ್ಮಾಣ ಮಾಡಲು ಮುಂದಾಗಬೇಕು ಎಂದರು. bbox=[593, 1040, 801, 1081]
article-caste-census bbox=[23, 1273, 1489, 1627]
paragraph: ಮಡಿವಾಳ ಸಮುದಾಯದ ಹಲವಾರು ಮುಖಂಡರು ಈ ಸುದ್ದಿಗೋಷ್ಠಿಯಲ್ಲಿ ಭಾಗವಹಿಸಿದ್ದರು ಮತ್ತು ಸಮುದಾಯದ ಹಕ್ಕುಗಳ ಬಗ್ಗೆ ಮಾತನಾಡಿದರು. bbox=[1006, 1356, 1234, 1383]
article3-press-caption: ತುಮಕೂರಿನಲ್ಲಿ ನಡೆದ ಸುದ್ದಿಗೋಷ್ಠಿಯಲ್ಲಿ ಸಿ.ನಂಜಪ್ಪ ಮಾತನಾಡಿದರು. bbox=[639, 1499, 829, 1510]
paragraph: ಇಲ್ಲಿನ ಶ್ರೀ ರಾಮ್ಮಕ್ಕನ ಪದವಿ ಮಹಿಳಾ ಕಾಲೇಜಿನಲ್ಲಿ ಹೊಂದಿಸಿ ವ್ಯವಸ್ಥೆಗೆ ಹಿಂದಿನ ಸಿ.ಪಿ, ಬದಲು ರಂಗಮೂಲಿಕ ಕಾರ್ಯದ ಹಾಗೂ ಸಂರಕ್ಷಣೆಯನ್ನು, ಅವರನ್ನು, ಸಂಸ್ಕೃತಿಯಾಗಲು, ತಕ್ಕಾರ ಅವರ ಪ್ರಕಾರ ಎಂಬ ಆತಂಕವನ್ನು, ಪರಿವರ್ತನ ಸಂಸ್ಥೆ ಆರ್ಥಿಕ ಸಂರಕ್ಷಣೆಗೆ ಸಂಘ, ಮಹಿಳಾ ಪದವಿ ಕಾಲೇಜು ಸಂಸ್ಥೆಗಳಿಗೆ ಸಮಾಜದಲ್ಲಿ ಎಂದ ಪ್ರಕಾರ ಬದಲಿಸಿದ್ದಾರೆ. bbox=[1048, 1069, 1256, 1155]
subhead-diet: ಆಹಾರ ಪದ್ಧತಿ: bbox=[814, 218, 866, 230]
article1-column-3 bbox=[544, 114, 794, 926]
paragraph: ಪರಿಸರಾಸಕ್ತಿಯಿಂದ ವಿಧಾನೋ ಕುಲಕ ಹಾಗೂ ಭಾವಮಾನಕ್ಕಾಗಿ ವಿಶೇಷ ಬಹುಮಾನ ನೀಡಲಾಗುವುದು. bbox=[1276, 1222, 1489, 1249]
article2-column-1 bbox=[23, 1004, 245, 1261]
subhead-threats: ಕೆಂಪು ಪಾಂಡಾಗಳು ಅಂತಿಮಂಚಿನಲ್ಲಿರುವ ಕಾರಣಗಳು: bbox=[814, 361, 996, 374]
article3-kicker: ಹುಳಿಯಾರು–ಕೆಂಕೆರೆ ಪಿಯುಸಿ bbox=[23, 1272, 134, 1286]
article2-column-2 bbox=[584, 1004, 801, 1261]
photo1-caption: ಹೇಗೆ ಸಹಾಯ ಮಾಡಿಬಹುದು ಎಂಬುದರ ಕುರಿತು ಜನರು ತಿಳಿದುಕೊಳ್ಳಲು ಸಹಾಯ ಮಾಡುತ್ತದೆ. bbox=[23, 624, 273, 645]
paragraph: ಮಾಡಬಹುದು: ರೆಡ್ ಪಾಂಡಾ ದಿನ ಪ್ರತಿಯಾಗಿ ಸಂಶೋಧನಾ ಸಂಸ್ಥೆಗಳು, ರಕ್ಷಣಾ ಸಂಸ್ಥೆಗಳಿಗೆ ನಿಧಿಸಂಗ್ರಹಣೆಯನ್ನು, ಸ್ಥಾಪಿಸಲಾಗು ಒಂದು ವೇದಿಕೆಯಾಗಿ ಕಾರ್ಯನಿರ್ವಹಿಸುತ್ತದೆ. bbox=[553, 116, 794, 157]
article3-left-head-block bbox=[23, 1273, 376, 1309]
subhead-classification: ವರ್ಗೀಕರಣ: bbox=[553, 291, 598, 304]
masthead bbox=[23, 20, 1489, 66]
article3-column-1 bbox=[23, 1320, 371, 1627]
article-student-meeting bbox=[23, 944, 1489, 1261]
paragraph: ಕೆಂಪು ಪಾಂಡಾಗಳು 23 ವರ್ಷಗಳವರೆಗೆ ಬದುಕಬಲ್ಲವು ಮತ್ತು ಸಾಮಾನ್ಯವಾಗಿ 12 ರಿಂದ 14 ವರ್ಷ ವಯಸ್ಸಿನಲ್ಲಿ ಪ್ರಾಯಕ್ಕೆ ಬರುತ್ತವೆ, ಪ್ರಾಥಮಿಕ ಹಾಲುಣಿಸುವ ಸಮಯದಲ್ಲಿ. bbox=[814, 136, 1054, 177]
paragraph: ಬಾಲಕರ ವಿಭಾಗದಲ್ಲಿ 800 ಮೀ. ಓಟ ಕೇಶ್ ಪ್ರಥಮ, 1500 ಮೀ. ಓಟ ಯೋಗೇಶ್ ಪ್ರಥಮ, ಉದ್ದ ಜಿಗಿತದಲ್ಲಿ ಮಂಜುನಾಥ, ಗುಂಡು ಎಸೆತದಲ್ಲಿ ಕಿರಣ್, ಚೆಂಡು, ಹೈಜಂಪ್‌ನಲ್ಲಿ ಸಂದೀಪ್ ಪ್ರಥಮ ಸ್ಥಾನ ಪಡೆದಿದ್ದಾರೆ. bbox=[23, 1558, 371, 1585]
subhead-question-2: ನಾವು ಅಂತರರಾಷ್ಟ್ರೀಯ ರೆಡ್ ಪಾಂಡಾ ದಿನವನ್ನು ಏಕೆ ಆಚರಿಸುತ್ತೇವೆ? bbox=[293, 415, 528, 428]
paragraph: ಕೆಂಪು ಪಾಂಡಾಗಳ ದಪ್ಪ ಕೆಂಪು ಕಿರಿಗೆ ತೀವ್ರ ಪರಿಣಾಮ ಸ್ಪರ್ಶವಾಗುತ್ತದೆ. bbox=[553, 560, 767, 572]
paragraph: ತುಮಕೂರು: ತಾಲೂಕಿನ ಆಕರ್ಷಕ ಸಂದರ್ಭದಲ್ಲಿ ನಿಗದಿಪಡಿಸಲಾಗಿರುವ ಆಕರ್ಷಕ ಕಾರ್ಯಕ್ರಮವಾಗಿದೆ ಹಸಿರು ಹಸು ಆಚರಿಸಲಾಗುತ್ತಿದ್ದು, ಕಾರ್ಯಕ್ರಮದಲ್ಲಿ ಭಾಗವಹಿಸಿದವರ ಕುರಿತ ವಿಧಾನೋ ಹಾಗೂ ಭಾವಮಾನಕ್ಕಾಗಿ ಆಕರ್ಷಕ ಬಹುಮಾನ ನೀಡಲಾಗುವುದು ಎಂದು ಶಾಲೆಗೆ ಆಯುಕ್ತ ಬಿ.ವಿ. ಅಶ್ವಿಜ ತಿಳಿಸಿದ್ದಾರೆ. bbox=[1276, 1005, 1489, 1076]
logo-main-text: ಪ್ರಜಾ ಮನ bbox=[23, 28, 87, 49]
subhead-purpose: ಉದ್ದೇಶ: bbox=[23, 341, 54, 354]
paragraph: ಸೊಲಾಸದ ಜಾತಿ ಎಂದು ಚಿಕ್ಕಿಂದ ಮೊದಲ ದೈತ್ಯ ಕೆಂಪು ಪಾಂಡಾವನ್ನು, ದೈತ್ಯ ಪಾಂಡಾಗಳಿಗೆ ಹೆಚ್ಚು ನಿಕಟ ಸಂಬಂಧ ಹೊಂದಿದೆ ಎಂದ ತಕ್ಕಣಾ ಪ್ರಸಾರವಾಗುತ್ತ ಎಂದರೆ ಅದರ ಹತ್ತಿರದ ಸಂಬಂಧ ವ್ಯಾಪ್ತವಾಗಿ ರಕೂನ್ ಎಂದು ಸೂಚಿಸುತ್ತದೆ. bbox=[553, 244, 794, 285]
paragraph: ಕೆಂಪು ಪಾಂಡಾಗಳ ಸಂರಕ್ಷಣೆಗಾಗಿ ಸಮುದಾಯ ಆಧಾರಿತ ಸಂರಕ್ಷಣಾ ಕಾರ್ಯಕ್ರಮಗಳು ಅಗತ್ಯವಿದೆ. bbox=[814, 541, 1054, 569]
paragraph: ಕೆಂಪು ಪಾಂಡಾಗಳು ವೃಕ್ಷನಿವಾಸಿಗಳಾಗಿದ್ದು, ಅವು ತಮ್ಮ ಜೀವನದ ಬಹುತೇಕ ಸಮಯವನ್ನು ಮರಗಳಲ್ಲಿ ಕಳೆಯುತ್ತವೆ. ಹೆಚ್ಚಿನ ಸಮಯವನ್ನು ಮರಗಳಲ್ಲಿ ಕಳೆಯಲು ಬದುಕುತ್ತವೆ ಎಂಬುದು, ಸೂಚಿಸುತ್ತದೆ. ಇದು ಜಾಬರ್ ಕೆಂಪು ಮತ್ತು ಇಟಾರಿಗೆ ಇವುಗಳು ವಿಶಿಷ್ಟ ಉಗುರಿನ ಜಾತಿಯನ್ನು, ಅವು ಸರ್ವ ಕುಟುಂಬದ ಒಂದು ವಿಧವಾಗಿದೆ. ವಿಜ್ಞಾನಿಗಳು ತಿಳಿದುಕೊಂಡ ಕೆಂಪು ಪಾಂಡಾಗಳನ್ನು ಫುಲ್ಜೆನ್ಸ್ ಎಂದು ಮೊದಲು 1825 ರಲ್ಲಿ ಫ್ರೆಡೆರಿಕ್ ಎಂಬ ವರ್ಗೀಕರಿಸಲಾಯಿತು. bbox=[293, 180, 533, 265]
press-meet-panel bbox=[640, 1384, 985, 1467]
paragraph: ಭಾರತದಲ್ಲಿ ಕಂಡುಬರುವ ಕೆಂಪು ಪಾಂಡಾಗಳು: ಭಾರತದಲ್ಲಿ, ಈ ಅಳಿವು ಜಾತಿಯು ಸಿಕ್ಕಿಂ, ಅರುಣಾಚಲ ಪ್ರದೇಶ, ಪಾಶ್ಚಿಮ ಬಂಗಾಳ ಬಂಗಾಳ ಡಾರ್ಜಿಲಿಂಗ್ ಮತ್ತು ಮೇಘಾಲಯದಲ್ಲಿ ಬಿದಿರುಗಳಲ್ಲಿ ಕಂಡುಬರುತ್ತದೆ. ಇದು ಸಿಕ್ಕಿಂದ ರಾಜ್ಯ ಪ್ರಾಣಿಯಾಗಿದೆ. ಅವುಗಳ ಕೆಂಪು ಪಾಂಡಾಗಳು ನಮ್ಮ ಮೇಲೆ ವನ್ಯಜೀವಿಗಳ ಪ್ರವರ್ತನೆ ಕಾಯ್ದೆಯನ್ನು 1972 ರ ವೇಳೆಯಲ್ಲಿ ಉಳಿದಿರುವ ಇದೇ ಆದ ಅಂತಿಮ ಅಳಿವು. bbox=[1075, 480, 1315, 565]
rule-under-head-3 bbox=[23, 1313, 1489, 1314]
article1-column-1 bbox=[23, 114, 273, 926]
paragraph: ತುಮಕೂರು: ಸ್ಥಳೀಯ ಸಂಸ್ಥೆಗಳ ಮಾತನಾಡಿ, ಮಡಿವಾಳ ಸಮುದಾಯದ ಶೈಕ್ಷಣಿಕ ಮತ್ತು ಆರ್ಥಿಕ ಸ್ಥಿತಿಗತಿಯನ್ನು ಸುಧಾರಿಸಲು ಸರ್ಕಾರ ಯೋಜನೆಗಳನ್ನು ರೂಪಿಸಬೇಕು ಎಂದು ಆಗ್ರಹಿಸಿದರು. bbox=[639, 1518, 986, 1545]
logo-sub-text: ಕನ್ನಡ ದಿನಪತ್ರಿಕೆ bbox=[92, 35, 142, 47]
paragraph: ಬಾಲಕಿಯರ ವಿಭಾಗದಲ್ಲಿ 100 ಮೀ. ಓಟದಲ್ಲಿ ಮೊದಲ ಸ್ಥಾನ ಪಡೆದ ಭವ್ಯ, ದ್ವಿತೀಯ, 200 ಮೀ. ಓಟದಲ್ಲಿ ನೇತ್ರಾವತಿ ಪ್ರಥಮ, ಭವ್ಯ, ದ್ವಿತೀಯ, ಉದ್ದ ಜಿಗಿತದಲ್ಲಿ ಪಲ್ಲವಿ ಪ್ರಥಮ, ಚೆಂಡು ಎಸೆತದಲ್ಲಿ ಕೇಸ್ತೂ ಕಾವ್ಯಾ, ಚಿನ್ನಾಂಬಿಕಾ, ಗುಂಡು ಎಸೆತದಲ್ಲಿ ಸೌಮ್ಯ ದ್ವಿತೀಯ ಸ್ಥಾನ ಪಡೆದಿದ್ದಾರೆ. bbox=[23, 1508, 371, 1550]
paragraph: ಅಧ್ಯಕ್ಷತೆ ವಹಿಸಿದ್ದ ಸರ್ಕಾರಿ ಪದವಿ ಪೂರ್ವ ಕಾಲೇಜಿನ ಪ್ರಾಚಾರ್ಯ ಮಾತನಾಡಿದರು. bbox=[23, 1227, 245, 1254]
